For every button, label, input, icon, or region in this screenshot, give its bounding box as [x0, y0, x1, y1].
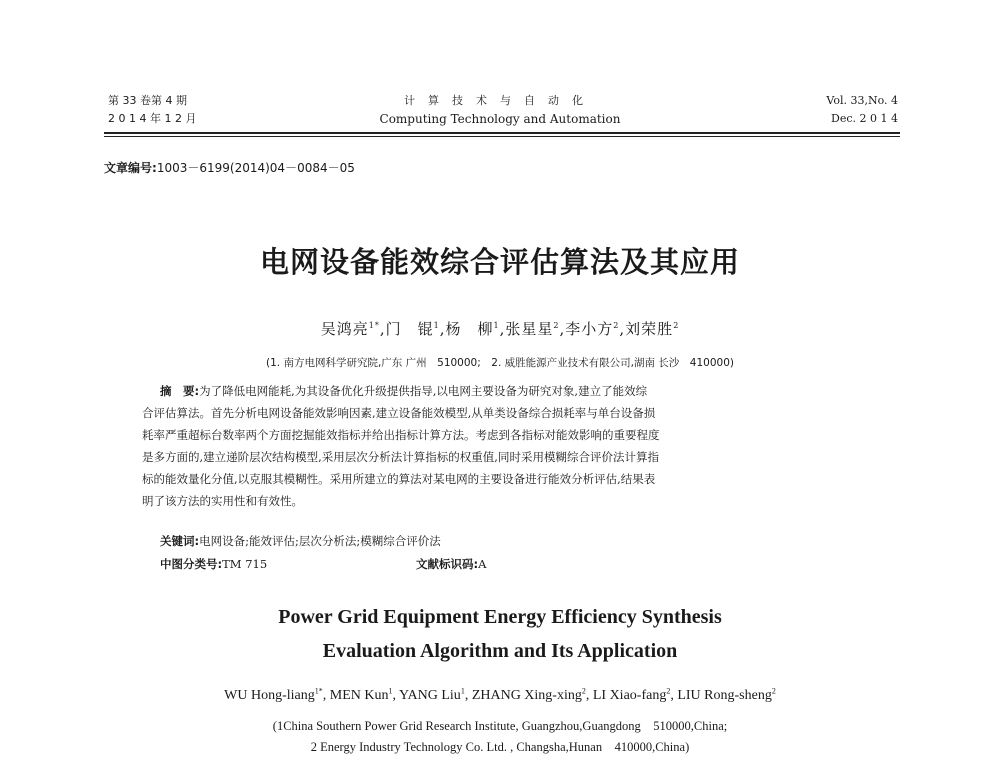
author-affil-mark: 2 — [771, 686, 776, 696]
header-vol-en: Vol. 33,No. 4 — [826, 94, 898, 107]
header-date-cn: 2 0 1 4 年 1 2 月 — [108, 112, 197, 125]
paper-title-en-line2: Evaluation Algorithm and Its Application — [322, 640, 678, 662]
abstract-cn — [142, 380, 860, 512]
document-code-value: A — [478, 557, 487, 571]
affiliations-en — [0, 716, 1000, 758]
paper-title-cn: 电网设备能效综合评估算法及其应用 — [259, 245, 740, 279]
author-affil-mark: 1* — [368, 321, 380, 330]
author-affil-mark: 1 — [388, 686, 393, 696]
author-name-cn: 杨 柳 — [445, 320, 494, 338]
header-volume-block — [826, 92, 898, 128]
author-name-cn: 张星星 — [505, 320, 554, 338]
paper-title-en — [0, 600, 1000, 668]
author-name-en: LI Xiao-fang — [592, 688, 667, 703]
author-affil-mark: 2 — [581, 686, 586, 696]
abstract-line: 标的能效量化分值,以克服其模糊性。采用所建立的算法对某电网的主要设备进行能效分析评估,结果表 — [142, 472, 656, 486]
abstract-line: 明了该方法的实用性和有效性。 — [142, 494, 303, 508]
author-name-en: ZHANG Xing-xing — [471, 688, 582, 703]
author-affil-mark: 1 — [433, 321, 440, 330]
abstract-label: 摘 要: — [160, 384, 200, 398]
paper-title-en-line1: Power Grid Equipment Energy Efficiency Synthesis — [278, 606, 722, 628]
journal-name-cn: 计算技术与自动化 — [404, 94, 596, 107]
clc-label: 中图分类号: — [160, 557, 223, 571]
author-name-cn: 刘荣胜 — [625, 320, 674, 338]
author-name-en: WU Hong-liang — [224, 688, 315, 703]
keywords-cn — [160, 533, 441, 549]
author-affil-mark: 2 — [673, 321, 680, 330]
author-name-cn: 吴鸿亮 — [320, 320, 369, 338]
document-code — [416, 556, 486, 572]
header-rule-thin — [104, 136, 900, 137]
author-affil-mark: 1 — [460, 686, 465, 696]
author-affil-mark: 2 — [666, 686, 671, 696]
keywords-value: 电网设备;能效评估;层次分析法;模糊综合评价法 — [199, 534, 441, 548]
author-affil-mark: 1 — [493, 321, 500, 330]
author-affil-mark: 2 — [553, 321, 560, 330]
author-list-en: WU Hong-liang$^{1*}$, MEN Kun$^1$, YANG Liu$^1$, ZHANG Xing-xing$^2$, LI Xiao-fang$^2$, LIU Rong-sheng$^2$ — [224, 686, 776, 703]
clc-value: TM 715 — [222, 557, 268, 571]
article-number — [104, 159, 355, 176]
affiliations-cn: (1. 南方电网科学研究院,广东 广州 510000; 2. 威胜能源产业技术有限公司,湖南 长沙 410000) — [266, 357, 734, 369]
author-name-en: MEN Kun — [329, 688, 389, 703]
abstract-line: 摘 要:为了降低电网能耗,为其设备优化升级提供指导,以电网主要设备为研究对象,建立了能效综 — [160, 384, 648, 398]
header-issue-cn: 第 33 卷第 4 期 — [108, 94, 187, 107]
clc-number — [160, 556, 267, 572]
author-affil-mark: 2 — [613, 321, 620, 330]
abstract-line: 合评估算法。首先分析电网设备能效影响因素,建立设备能效模型,从单类设备综合损耗率与单台设备损 — [142, 406, 656, 420]
author-list-cn: 吴鸿亮$^{1*}$,门 锟$^1$,杨 柳$^1$,张星星$^2$,李小方$^2$,刘荣胜$^2$ — [320, 320, 680, 338]
article-number-label: 文章编号: — [104, 161, 157, 175]
author-name-cn: 李小方 — [565, 320, 614, 338]
journal-name-en: Computing Technology and Automation — [379, 112, 621, 126]
header-issue-block — [108, 92, 196, 128]
abstract-line: 是多方面的,建立递阶层次结构模型,采用层次分析法计算指标的权重值,同时采用模糊综合评价法计算指 — [142, 450, 659, 464]
affiliations-en-line2: 2 Energy Industry Technology Co. Ltd. , Changsha,Hunan 410000,China) — [310, 740, 690, 754]
header-journal-block — [300, 92, 700, 128]
author-name-en: LIU Rong-sheng — [677, 688, 772, 703]
author-name-en: YANG Liu — [398, 688, 461, 703]
author-affil-mark: 1* — [314, 686, 323, 696]
author-name-cn: 门 锟 — [385, 320, 434, 338]
keywords-label: 关键词: — [160, 534, 200, 548]
header-rule-thick — [104, 132, 900, 134]
abstract-line: 耗率严重超标台数率两个方面挖掘能效指标并给出指标计算方法。考虑到各指标对能效影响的重要程度 — [142, 428, 660, 442]
document-code-label: 文献标识码: — [416, 557, 479, 571]
header-date-en: Dec. 2 0 1 4 — [831, 112, 898, 125]
article-number-value: 1003－6199(2014)04－0084－05 — [156, 161, 355, 175]
affiliations-en-line1: (1China Southern Power Grid Research Institute, Guangzhou,Guangdong 510000,China; — [272, 719, 728, 733]
